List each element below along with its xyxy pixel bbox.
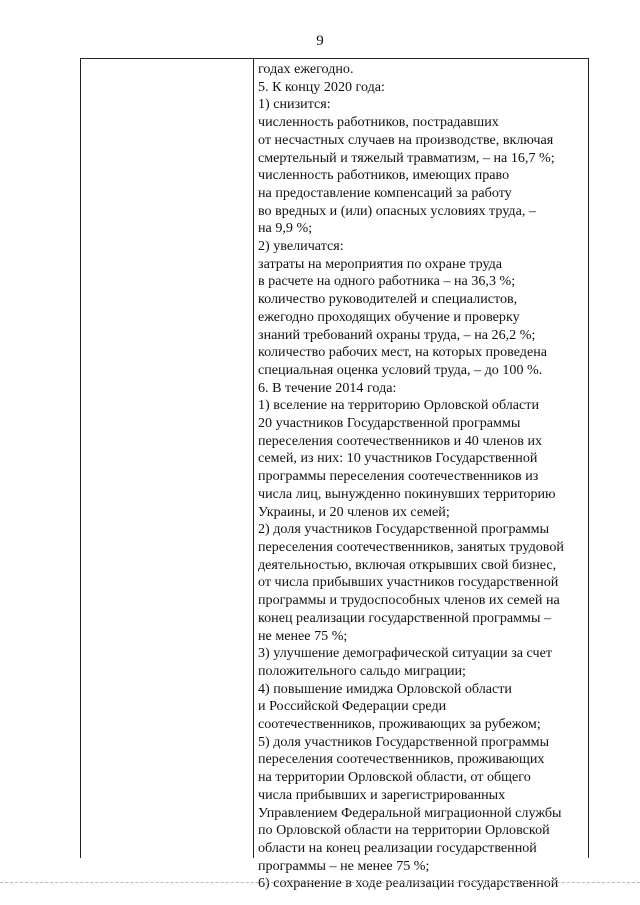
text-line: специальная оценка условий труда, – до 100 %. (258, 361, 543, 378)
text-line: в расчете на одного работника – на 36,3 %; (258, 273, 516, 290)
text-line: количество рабочих мест, на которых проведена (258, 344, 548, 361)
text-line: 2) увеличатся: (258, 238, 344, 255)
text-line: затраты на мероприятия по охране труда (258, 255, 503, 272)
text-line: программы – не менее 75 %; (258, 857, 430, 874)
text-line: положительного сальдо миграции; (258, 662, 466, 679)
text-line: числа лиц, вынужденно покинувших территорию (258, 485, 556, 502)
text-line: по Орловской области на территории Орловской (258, 822, 550, 839)
text-line: семей, из них: 10 участников Государственной (258, 450, 538, 467)
right-column-text (258, 61, 586, 893)
text-line: не менее 75 %; (258, 627, 348, 644)
text-line: программы переселения соотечественников из (258, 468, 539, 485)
text-line: на предоставление компенсаций за работу (258, 184, 512, 201)
text-line: 1) снизится: (258, 96, 331, 113)
text-line: 20 участников Государственной программы (258, 415, 521, 432)
text-line: смертельный и тяжелый травматизм, – на 16,7 %; (258, 149, 555, 166)
text-line: 5) доля участников Государственной программы (258, 733, 550, 750)
text-line: 4) повышение имиджа Орловской области (258, 680, 512, 697)
text-line: 2) доля участников Государственной программы (258, 521, 550, 538)
text-line: переселения соотечественников и 40 членов их (258, 432, 543, 449)
text-line: программы и трудоспособных членов их семей на (258, 592, 560, 609)
page-number: 9 (316, 33, 324, 49)
text-line: годах ежегодно. (258, 61, 354, 77)
text-line: Украины, и 20 членов их семей; (258, 503, 450, 520)
text-line: и Российской Федерации среди (258, 698, 447, 715)
text-line: знаний требований охраны труда, – на 26,2 %; (258, 326, 536, 343)
text-line: количество руководителей и специалистов, (258, 291, 518, 308)
text-line: от числа прибывших участников государственной (258, 574, 559, 591)
text-line: Управлением Федеральной миграционной службы (258, 804, 562, 821)
text-line: на территории Орловской области, от общего (258, 769, 531, 786)
text-line: во вредных и (или) опасных условиях труда, – (258, 202, 536, 219)
text-line: переселения соотечественников, занятых трудовой (258, 538, 564, 555)
text-line: 1) вселение на территорию Орловской области (258, 397, 540, 414)
text-line: области на конец реализации государственной (258, 839, 537, 856)
text-line: численность работников, имеющих право (258, 167, 510, 184)
text-line: переселения соотечественников, проживающих (258, 751, 545, 768)
text-line: 6) сохранение в ходе реализации государственной (258, 875, 559, 892)
text-line: 5. К концу 2020 года: (258, 78, 385, 95)
text-line: числа прибывших и зарегистрированных (258, 786, 506, 803)
page-bottom-rule (0, 882, 640, 883)
text-line: деятельностью, включая открывших свой бизнес, (258, 556, 557, 573)
text-line: на 9,9 %; (258, 220, 313, 237)
text-line: от несчастных случаев на производстве, включая (258, 131, 554, 148)
text-line: соотечественников, проживающих за рубежом; (258, 716, 541, 733)
text-line: конец реализации государственной программы – (258, 609, 552, 626)
text-line: ежегодно проходящих обучение и проверку (258, 308, 520, 325)
column-divider (253, 59, 254, 858)
text-line: численность работников, пострадавших (258, 114, 499, 131)
document-table (80, 58, 589, 892)
text-line: 6. В течение 2014 года: (258, 379, 397, 396)
text-line: 3) улучшение демографической ситуации за счет (258, 645, 553, 662)
